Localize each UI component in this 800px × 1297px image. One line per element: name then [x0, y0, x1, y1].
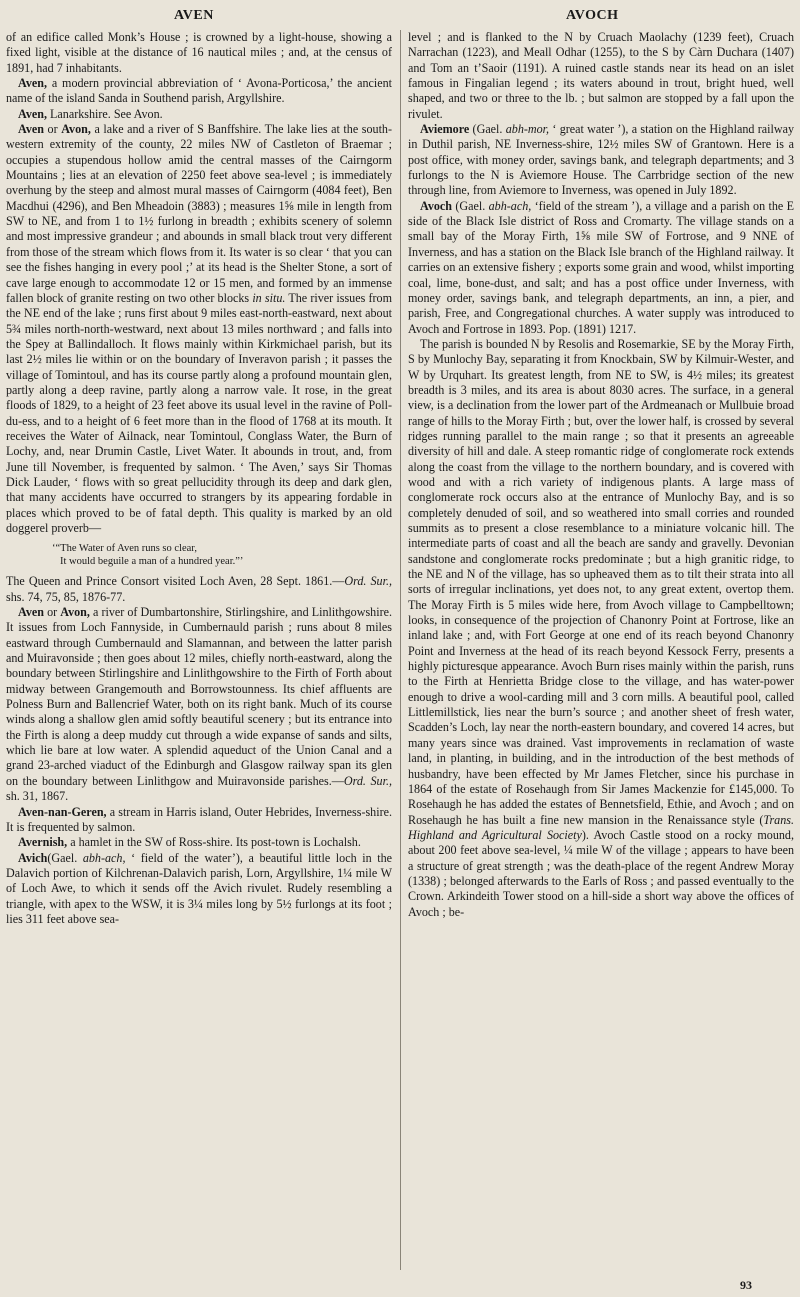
- entry-text: sh. 31, 1867.: [6, 789, 69, 804]
- paragraph: of an edifice called Monk’s House ; is crowned by a light-house, showing a fixed light, visible at the distance of 16 nautical miles ; and, at the census of 1891, had 7 inhabitants.: [6, 30, 392, 75]
- entry-aven-porticosa: [6, 76, 392, 107]
- entry-avernish: [6, 835, 392, 850]
- paragraph-text: shs. 74, 75, 85, 1876-77.: [6, 589, 126, 604]
- entry-aven-dumbartonshire: [6, 605, 392, 804]
- entry-text: a river of Dumbartonshire, Stirlingshire, and Linlithgowshire. It issues from Loch Fannyside, in Cumbernauld parish ; runs about 8 miles eastward through Cumbernauld and Slamannan, and between the latter parish and Muiravonside ; then goes about 12 miles, chiefly north-eastward, along the boundary between Stirlingshire and Linlithgowshire to the Firth of Forth about midway between Grangemouth and Borrowstounness. Its chief affluents are Polness Burn and Ballencrief Water, both on its right bank. Much of its course winds along a shallow glen amid softly beautiful scenery ; but its entrance into the Firth is along a deep muddy cut through a wide expanse of sands and silts, which lie bare at low water. A splendid aqueduct of the Union Canal and a grand 23-arched viaduct of the Edinburgh and Glasgow railway span its glen on the boundary between Linlithgow and Muiravonside parishes.—: [6, 605, 392, 788]
- entry-avoch: [408, 199, 794, 337]
- entry-headword: Avon,: [60, 605, 90, 620]
- paragraph: [6, 574, 392, 605]
- entry-headword: Aviemore: [420, 122, 470, 137]
- entry-text: The river issues from the NE end of the lake ; runs first about 9 miles east-north-eastward, next about 5¾ miles north-north-westward, next about 13 miles northward ; and falls into the Spey at Ballindalloch. It flows mainly within Kirkmichael parish, but its last 2½ miles lie within or on the boundary of Inveravon parish ; it passes the village of Tomintoul, and has its course partly along a profound mountain glen, partly along a deep ravine, partly along a narrow vale. It rose, in the great floods of 1829, to a height of 23 feet above its usual level in the ravine of Poll-du-ess, and to a height of 6 feet more than in the flood of 1768 at its mouth. It receives the Water of Ailnack, near Tomintoul, Conglass Water, the Burn of Lochy, and, near Drumin Castle, Livet Water. It abounds in trout, and, from June till November, is frequented by salmon. ‘ The Aven,’ says Sir Thomas Dick Lauder, ‘ flows with so great pellucidity through its deep and dark glen, that many accidents have occurred to strangers by its appearing fordable in places which proved to be of fatal depth. This quality is marked by an old doggerel proverb—: [6, 290, 392, 535]
- entry-avich: [6, 851, 392, 928]
- paragraph: level ; and is flanked to the N by Cruach Maolachy (1239 feet), Cruach Narrachan (1223), and Meall Odhar (1255), to the S by Càrn Duchara (1407) and Tom an t’Saoir (1191). A ruined castle stands near its head on an islet famous in Fingalian legend ; its waters abound in trout, bright hued, well shaped, and two or three to the lb. ; but salmon are stopped by a fall upon the rivulet.: [408, 30, 794, 121]
- entry-text: a hamlet in the SW of Ross-shire. Its post-town is Lochalsh.: [67, 835, 361, 850]
- entry-headword: Aven,: [18, 76, 47, 91]
- paragraph-text: ). Avoch Castle stood on a rocky mound, about 200 feet above sea-level, ¼ mile W of the village ; appears to have been a structure of great strength ; was the death-place of the regent Andrew Moray (1338) ; belonged afterwards to the Earls of Ross ; and passed eventually to the Crown. Arkindeith Tower stood on a hill-side a short way above the offices of Avoch ; be-: [408, 827, 794, 919]
- entry-headword: Aven-nan-Geren,: [18, 804, 107, 819]
- entry-text: (Gael.: [452, 198, 489, 213]
- quoted-proverb: [52, 542, 392, 568]
- header-right-title: AVOCH: [566, 8, 619, 23]
- paragraph-text: The parish is bounded N by Resolis and Rosemarkie, SE by the Moray Firth, S by Munlochy Bay, separating it from Knockbain, SW by Kilmuir-Wester, and W by Urquhart. Its greatest length, from NE to SW, is 4½ miles; its greatest breadth is 3 miles, and its area is about 8030 acres. The surface, in a general view, is a declination from the lower part of the Ardmeanach or Mullbuie broad range of hills to the Moray Firth ; but, over the lower half, is crossed by several ridges running parallel to the main range ; so that it presents an agreeable diversity of hill and dale. A steep romantic ridge of conglomerate rock extends along the coast from the village to the northern boundary, and is covered with wood and with a rich variety of indigenous plants. A large mass of conglomerate rock occurs also at the entrance of Munlochy Bay, and is so completely denuded of soil, and so weathered into small corries and rounded summits as to present a close resemblance to a miniature volcanic hill. The intermediate parts of coast and all the beach are sandy and gravelly. Devonian sandstone and conglomerate rocks predominate ; but a high granitic ridge, to the NE and N of the village, has so upheaved them as to tilt their strata into all sorts of irregular inclinations, yet does not, to any great extent, overtop them. The Moray Firth is 5 miles wide here, from Avoch village to Campbelltown; looks, in consequence of the projection of Chanonry Point at Fortrose, like an inland lake ; and, with Fort George at one end of its reach beyond Chanonry Point and Inverness at the head of its reach beyond Kessock Ferry, presents a highly picturesque appearance. Avoch Burn rises mainly within the parish, runs to the Firth at Henrietta Bridge close to the village, and has water-power enough to drive a wool-carding mill and 3 corn mills. A beautiful pool, called Littlemillstick, lies near the burn’s source ; and another sheet of fresh water, Scadden’s Loch, lay near the north-eastern boundary, and covered 14 acres, but many years since was drained. Vast improvements in reclamation of waste land, in planting, in building, and in the introduction of the best methods of husbandry, have been effected by Mr James Fletcher, since his purchase in 1864 of the estate of Rosehaugh from Sir James Mackenzie for £145,000. To Rosehaugh he has added the estates of Bennetsfield, Ethie, and Avoch ; and on Rosehaugh he has built a fine new mansion in the Renaissance style (: [408, 336, 794, 827]
- entry-italic: in situ.: [252, 290, 286, 305]
- right-column: [408, 30, 794, 1270]
- entry-aven-banffshire: [6, 122, 392, 536]
- entry-headword: Avich: [18, 850, 48, 865]
- entry-text: a stream in Harris island, Outer Hebrides, Inverness-shire. It is frequented by salmon.: [6, 804, 392, 834]
- entry-text: (Gael.: [469, 122, 506, 137]
- entry-headword: Avon,: [61, 122, 91, 137]
- entry-gaelic: abh-ach,: [488, 198, 532, 213]
- entry-aviemore: [408, 122, 794, 199]
- paragraph-text: The Queen and Prince Consort visited Loch Aven, 28 Sept. 1861.—: [6, 574, 345, 589]
- paragraph-avoch-parish: [408, 337, 794, 920]
- entry-headword: Aven: [18, 605, 44, 620]
- entry-headword: Aven,: [18, 106, 47, 121]
- text-columns: [6, 30, 794, 1270]
- survey-ref: Ord. Sur.,: [343, 773, 392, 788]
- entry-text: ‘ great water ’), a station on the Highland railway in Duthil parish, NE Inverness-shire, 12½ miles SW of Grantown. Here is a post office, with money order, savings bank, and telegraph departments; and 3 furlongs to the N is Aviemore House. The Carrbridge section of the new through line, from Aviemore to Inverness, was opened in July 1892.: [408, 122, 794, 198]
- entry-headword: Aven: [18, 122, 44, 137]
- entry-headword: Avernish,: [18, 835, 68, 850]
- quote-line: It would beguile a man of a hundred year.”’: [60, 556, 244, 568]
- entry-text: (Gael.: [47, 850, 83, 865]
- header-left-title: AVEN: [174, 8, 214, 23]
- entry-aven-nan-geren: [6, 805, 392, 836]
- survey-ref: Ord. Sur.,: [344, 574, 392, 589]
- entry-text: or: [43, 122, 62, 137]
- entry-text: a lake and a river of S Banffshire. The lake lies at the south-western extremity of the county, 22 miles NW of Castleton of Braemar ; occupies a stupendous hollow amid the central masses of the Cairngorm Mountains ; lies at an elevation of 2250 feet above sea-level ; is immediately overhung by the steep and almost mural masses of Cairngorm (4084 feet), Ben Macdhui (4296), and Ben Mheadoin (3883) ; measures 1⅝ mile in length from SW to NE, and from 1 to 1½ furlong in breadth ; exhibits scenery of solemn and most impressive grandeur ; and abounds in small black trout very different from those of the stream which flows from it. Its water is so clear ‘ that you can see the fishes hanging in every pool ;’ at its head is the Shelter Stone, a sort of cave large enough to accommodate 12 or 15 men, and formed by an immense fallen block of granite resting on two other blocks: [6, 122, 392, 305]
- entry-text: ‘ field of the water’), a beautiful little loch in the Dalavich portion of Kilchrenan-Dalavich parish, Lorn, Argyllshire, 1¼ mile W of Loch Awe, to which it sends off the Avich rivulet. Rudely resembling a triangle, with apex to the WSW, it is 3¼ miles long by 5½ furlongs at its foot ; lies 311 feet above sea-: [6, 850, 392, 926]
- entry-headword: Avoch: [420, 198, 453, 213]
- entry-text: a modern provincial abbreviation of ‘ Avona-Porticosa,’ the ancient name of the island Sanda in Southend parish, Argyllshire.: [6, 76, 392, 106]
- citation-italic: Trans. Highland and Agricultural Society: [408, 812, 794, 842]
- entry-text: Lanarkshire. See Avon.: [47, 106, 163, 121]
- entry-text: or: [43, 605, 61, 620]
- left-column: [6, 30, 392, 1270]
- running-headers: [6, 6, 794, 32]
- quote-line: ‘“The Water of Aven runs so clear,: [52, 543, 197, 555]
- entry-gaelic: abh-mor,: [505, 122, 550, 137]
- entry-gaelic: abh-ach,: [82, 850, 126, 865]
- entry-aven-lanarkshire: [6, 107, 392, 122]
- entry-text: ‘field of the stream ’), a village and a parish on the E side of the Black Isle district of Ross and Cromarty. The village stands on a small bay of the Moray Firth, 1⅝ mile SW of Fortrose, and 9 NNE of Inverness, and has a station on the Black Isle branch of the Highland railway. It carries on an extensive fishery ; exports some grain and wood, whilst importing coal, lime, bone-dust, and salt; and has a post office under Inverness, with money order, savings bank, and telegraph departments, an inn, a pier, and parish, Free, and Congregational churches. A water supply was introduced to Avoch and Fortrose in 1893. Pop. (1891) 1217.: [408, 198, 794, 336]
- page-number: 93: [740, 1278, 752, 1292]
- column-divider: [400, 30, 401, 1270]
